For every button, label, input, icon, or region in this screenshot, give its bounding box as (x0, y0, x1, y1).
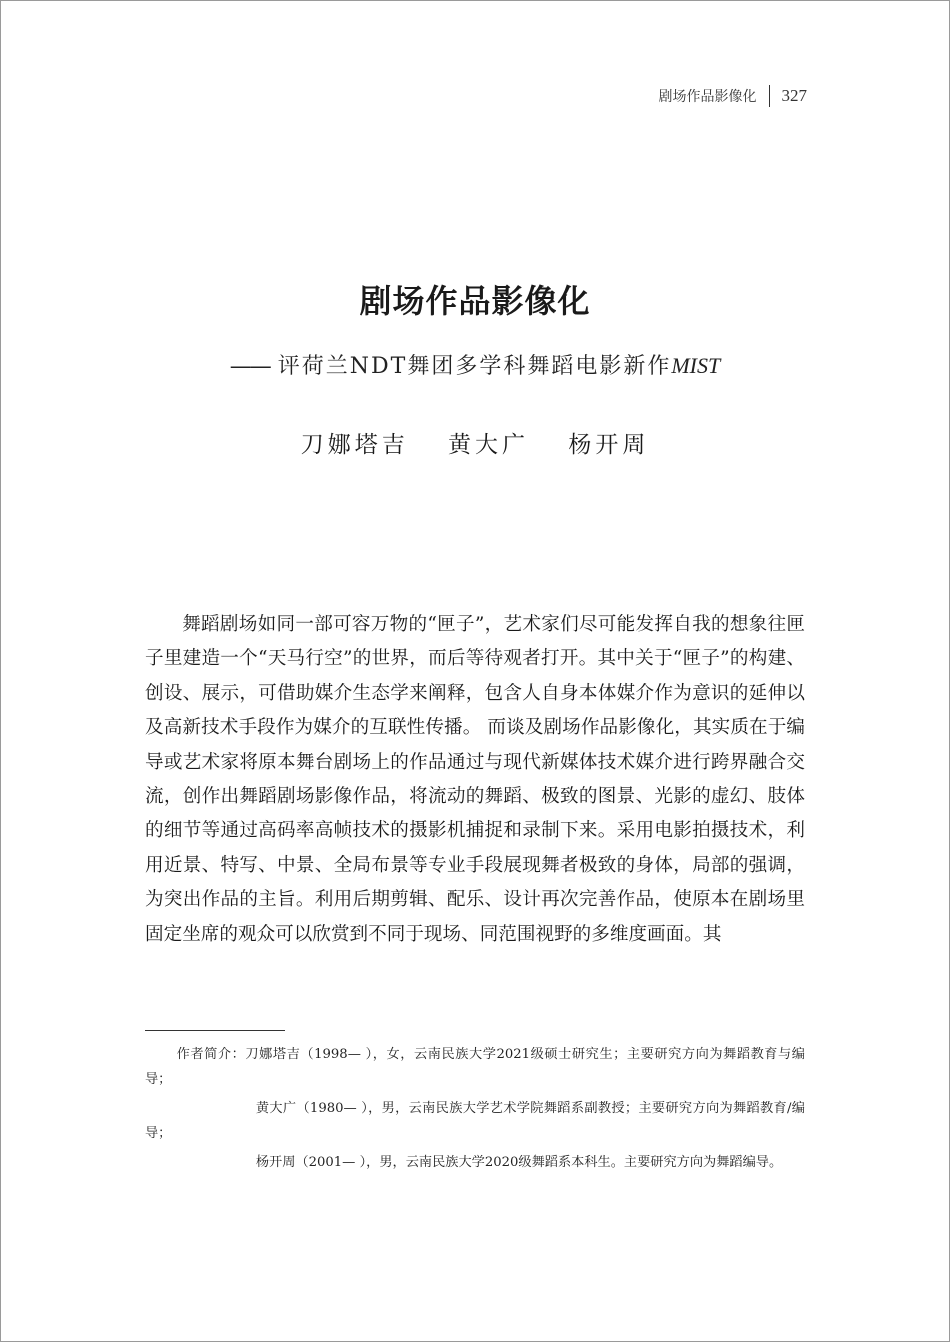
footnote-rule (145, 1030, 285, 1031)
author-1: 刀娜塔吉 (300, 432, 409, 458)
subtitle-dash: —— (229, 354, 270, 379)
running-header (659, 84, 808, 108)
footnotes (145, 1042, 805, 1175)
article-title: 剧场作品影像化 (359, 282, 591, 320)
running-title: 剧场作品影像化 (658, 89, 757, 105)
author-2: 黄大广 (448, 432, 529, 458)
subtitle-main: 评荷兰NDT舞团多学科舞蹈电影新作 (277, 354, 672, 379)
author-list (0, 426, 950, 459)
footnote-author-2: 黄大广（1980— ），男，云南民族大学艺术学院舞蹈系副教授；主要研究方向为舞蹈教育/编导； (145, 1101, 805, 1141)
footnote-author-1: 作者简介：刀娜塔吉（1998— ），女，云南民族大学2021级硕士研究生；主要研究方向为舞蹈教育与编导； (145, 1047, 805, 1087)
footnote-author-3: 杨开周（2001— ），男，云南民族大学2020级舞蹈系本科生。主要研究方向为舞蹈编导。 (255, 1155, 783, 1170)
subtitle-italic: MIST (671, 353, 721, 378)
body-paragraph: 舞蹈剧场如同一部可容万物的“匣子”，艺术家们尽可能发挥自我的想象往匣子里建造一个“天马行空”的世界，而后等待观者打开。其中关于“匣子”的构建、创设、展示，可借助媒介生态学来阐释，包含人自身本体媒介作为意识的延伸以及高新技术手段作为媒介的互联性传播。 而谈及剧场作品影像化，其实质在于编导或艺术家将原本舞台剧场上的作品通过与现代新媒体技术媒介进行跨界融合交流，创作出舞蹈剧场影像作品，将流动的舞蹈、极致的图景、光影的虚幻、肢体的细节等通过高码率高帧技术的摄影机捕捉和录制下来。采用电影拍摄技术，利用近景、特写、中景、全局布景等专业手段展现舞者极致的身体，局部的强调，为突出作品的主旨。利用后期剪辑、配乐、设计再次完善作品，使原本在剧场里固定坐席的观众可以欣赏到不同于现场、同范围视野的多维度画面。其 (145, 614, 805, 945)
page-number: 327 (781, 86, 807, 105)
header-separator (769, 85, 770, 107)
author-3: 杨开周 (568, 432, 650, 458)
article-subtitle (0, 349, 950, 380)
